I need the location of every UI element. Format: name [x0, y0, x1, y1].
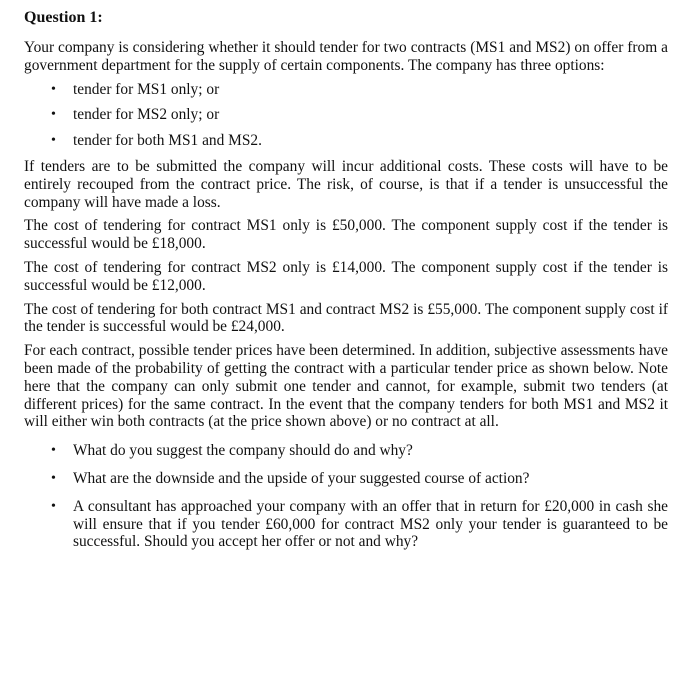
option-text: tender for MS2 only; or: [73, 106, 220, 124]
ms2-cost-paragraph: The cost of tendering for contract MS2 only is £14,000. The component supply cost if the tender is successful would be £12,000.: [24, 258, 668, 294]
option-item: [24, 106, 668, 124]
bullet-icon: •: [51, 133, 56, 149]
option-item: [24, 81, 668, 99]
bullet-icon: •: [51, 443, 56, 459]
option-text: tender for both MS1 and MS2.: [73, 132, 262, 150]
ms1-cost-paragraph: The cost of tendering for contract MS1 only is £50,000. The component supply cost if the tender is successful would be £18,000.: [24, 217, 668, 253]
tasks-list: [24, 442, 668, 551]
bullet-icon: •: [51, 470, 56, 486]
costs-paragraph: If tenders are to be submitted the company will incur additional costs. These costs will have to be entirely recouped from the contract price. The risk, of course, is that if a tender is unsuccessful the company will have made a loss.: [24, 157, 668, 211]
task-item: [24, 498, 668, 551]
bullet-icon: •: [51, 107, 56, 123]
tender-prices-paragraph: For each contract, possible tender prices have been determined. In addition, subjective assessments have been made of the probability of getting the contract with a particular tender price as shown below. Note here that the company can only submit one tender and cannot, for example, submit two tenders (at different prices) for the same contract. In the event that the company tenders for both MS1 and MS2 it will either win both contracts (at the price shown above) or no contract at all.: [24, 342, 668, 431]
both-cost-paragraph: The cost of tendering for both contract MS1 and contract MS2 is £55,000. The component supply cost if the tender is successful would be £24,000.: [24, 300, 668, 336]
intro-paragraph: Your company is considering whether it should tender for two contracts (MS1 and MS2) on offer from a government department for the supply of certain components. The company has three options:: [24, 39, 668, 74]
task-item: [24, 470, 668, 488]
bullet-icon: •: [51, 498, 56, 514]
question-document: [24, 8, 668, 561]
task-item: [24, 442, 668, 460]
task-text: What do you suggest the company should do and why?: [73, 442, 413, 460]
bullet-icon: •: [51, 81, 56, 97]
option-text: tender for MS1 only; or: [73, 80, 220, 98]
task-text: A consultant has approached your company with an offer that in return for £20,000 in cash she will ensure that if you tender £60,000 for contract MS2 only your tender is guaranteed to be successful. Should you accept her offer or not and why?: [73, 497, 668, 551]
question-title: Question 1:: [24, 9, 103, 26]
option-item: [24, 132, 668, 150]
task-text: What are the downside and the upside of your suggested course of action?: [73, 469, 530, 487]
options-list: [24, 81, 668, 150]
